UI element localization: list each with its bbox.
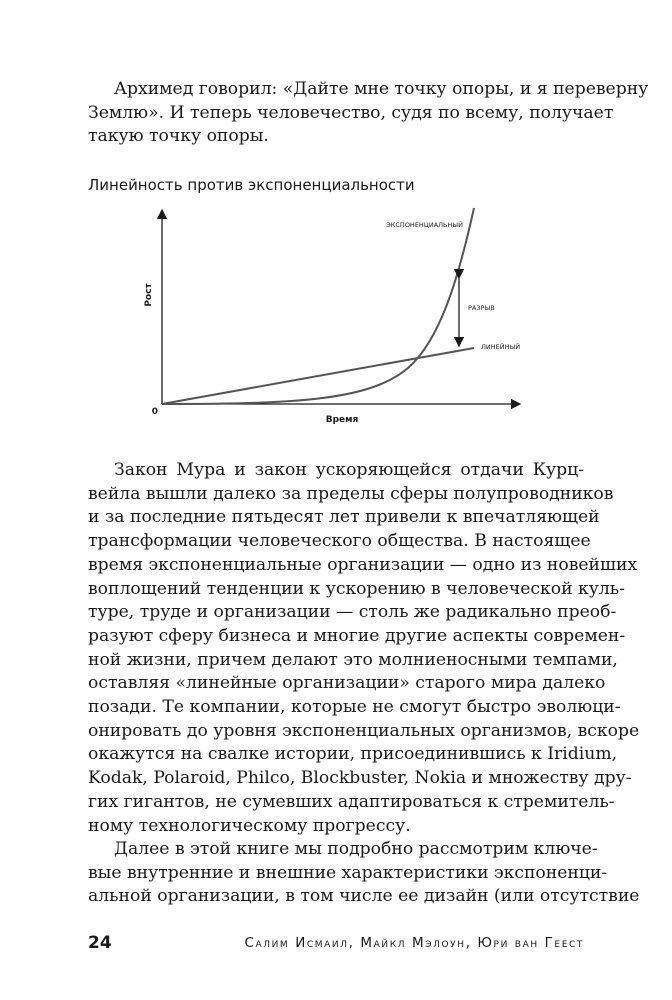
- text-line: гих гигантов, не сумевших адаптироваться к стремитель-: [88, 791, 615, 812]
- text-line: Далее в этой книге мы подробно рассмотрим ключе-: [114, 839, 598, 859]
- text-line: воплощений тенденции к ускорению в человеческой куль-: [88, 578, 625, 599]
- text-line: время экспоненциальные организации — одно из новейших: [88, 554, 638, 575]
- text-line: туре, труде и организации — столь же радикально преоб-: [88, 602, 617, 623]
- text-line: окажутся на свалке истории, присоединившись к Iridium,: [88, 744, 618, 765]
- gap-label: РАЗРЫВ: [468, 304, 495, 312]
- x-axis-label: Время: [325, 415, 359, 425]
- text-line: и за последние пятьдесят лет привели к впечатляющей: [88, 507, 600, 528]
- text-line: Kodak, Polaroid, Philco, Blockbuster, Nokia и множеству дру-: [88, 768, 632, 789]
- origin-label: 0: [151, 407, 158, 417]
- growth-chart: [140, 200, 540, 440]
- body-paragraph-2: [88, 838, 640, 909]
- text-line: разуют сферу бизнеса и многие другие аспекты современ-: [88, 625, 626, 646]
- text-line: Закон Мура и закон ускоряющейся отдачи Курц-: [114, 460, 584, 480]
- text-line: такую точку опоры.: [88, 126, 269, 147]
- text-line: альной организации, в том числе ее дизайн (или отсутствие: [88, 886, 640, 907]
- linear-series-line: [162, 348, 474, 404]
- text-line: ной жизни, причем делают это молниеносными темпами,: [88, 649, 618, 670]
- text-line: онировать до уровня экспоненциальных организмов, вскоре: [88, 720, 640, 741]
- figure-title: Линейность против экспоненциальности: [88, 176, 415, 194]
- y-axis-label: Рост: [144, 283, 154, 307]
- text-line: Архимед говорил: «Дайте мне точку опоры, и я переверну: [114, 79, 649, 99]
- intro-paragraph: [88, 78, 649, 149]
- text-line: вые внутренние и внешние характеристики экспоненци-: [88, 862, 608, 883]
- text-line: вейла вышли далеко за пределы сферы полупроводников: [88, 483, 614, 504]
- running-footer-authors: Салим Исмаил, Майкл Мэлоун, Юри ван Геест: [244, 935, 584, 951]
- text-line: оставляя «линейные организации» старого мира далеко: [88, 673, 606, 694]
- text-line: позади. Те компании, которые не смогут быстро эволюци-: [88, 697, 621, 718]
- text-line: ному технологическому прогрессу.: [88, 815, 411, 836]
- exponential-series-line: [162, 208, 474, 404]
- page-number: 24: [88, 933, 112, 953]
- exponential-label: ЭКСПОНЕНЦИАЛЬНЫЙ: [386, 221, 463, 229]
- text-line: трансформации человеческого общества. В настоящее: [88, 531, 591, 552]
- body-paragraph: [88, 459, 640, 838]
- linear-label: ЛИНЕЙНЫЙ: [481, 343, 521, 351]
- text-line: Землю». И теперь человечество, судя по всему, получает: [88, 102, 614, 123]
